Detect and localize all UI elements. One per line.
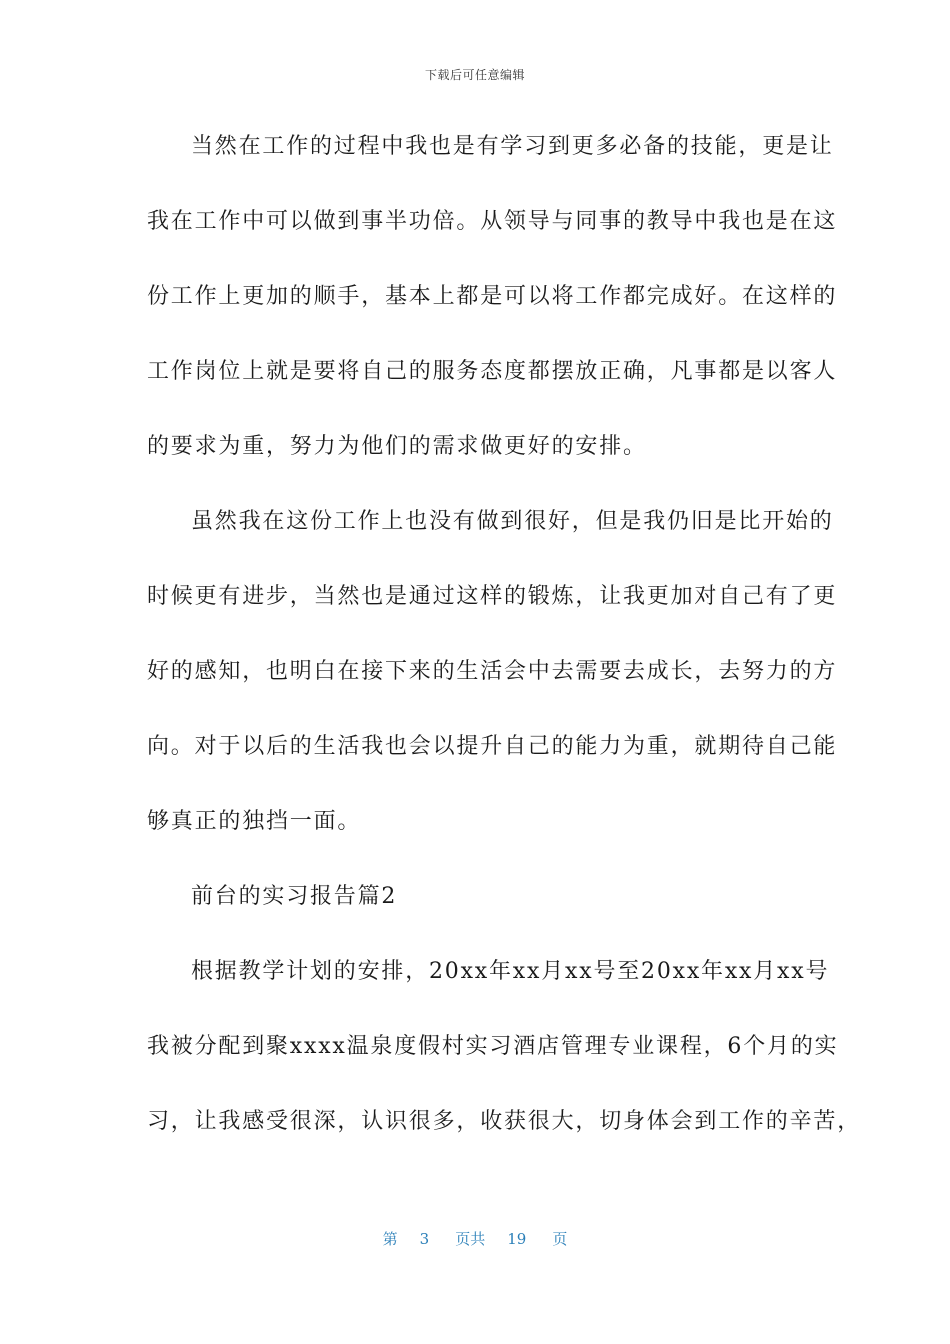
- paragraph-1-line-4: 工作岗位上就是要将自己的服务态度都摆放正确，凡事都是以客人: [147, 359, 838, 384]
- page-footer: [0, 1228, 950, 1249]
- paragraph-2-line-2: 时候更有进步，当然也是通过这样的锻炼，让我更加对自己有了更: [147, 584, 838, 609]
- paragraph-1-line-5: 的要求为重，努力为他们的需求做更好的安排。: [147, 434, 647, 459]
- current-page-number: 3: [419, 1230, 430, 1248]
- paragraph-1-line-3: 份工作上更加的顺手，基本上都是可以将工作都完成好。在这样的: [147, 284, 838, 309]
- document-body: [147, 124, 862, 1174]
- section-heading: 前台的实习报告篇2: [191, 884, 398, 909]
- paragraph-1-line-2: 我在工作中可以做到事半功倍。从领导与同事的教导中我也是在这: [147, 209, 838, 234]
- paragraph-2-line-5: 够真正的独挡一面。: [147, 809, 362, 834]
- paragraph-2-line-4: 向。对于以后的生活我也会以提升自己的能力为重，就期待自己能: [147, 734, 838, 759]
- paragraph-3-line-2: 我被分配到聚xxxx温泉度假村实习酒店管理专业课程，6个月的实: [147, 1034, 839, 1059]
- page-header: 下载后可任意编辑: [424, 68, 525, 82]
- total-pages-number: 19: [507, 1230, 527, 1248]
- page-label-prefix: 第: [382, 1230, 398, 1248]
- paragraph-1-line-1: 当然在工作的过程中我也是有学习到更多必备的技能，更是让: [191, 134, 834, 159]
- paragraph-3-line-1: 根据教学计划的安排，20xx年xx月xx号至20xx年xx月xx号: [191, 959, 830, 984]
- paragraph-2-line-3: 好的感知，也明白在接下来的生活会中去需要去成长，去努力的方: [147, 659, 838, 684]
- page-label-suffix: 页: [552, 1230, 568, 1248]
- paragraph-2-line-1: 虽然我在这份工作上也没有做到很好，但是我仍旧是比开始的: [191, 509, 834, 534]
- page-label-mid: 页共: [455, 1230, 486, 1248]
- paragraph-3-line-3: 习，让我感受很深，认识很多，收获很大，切身体会到工作的辛苦，: [147, 1109, 862, 1134]
